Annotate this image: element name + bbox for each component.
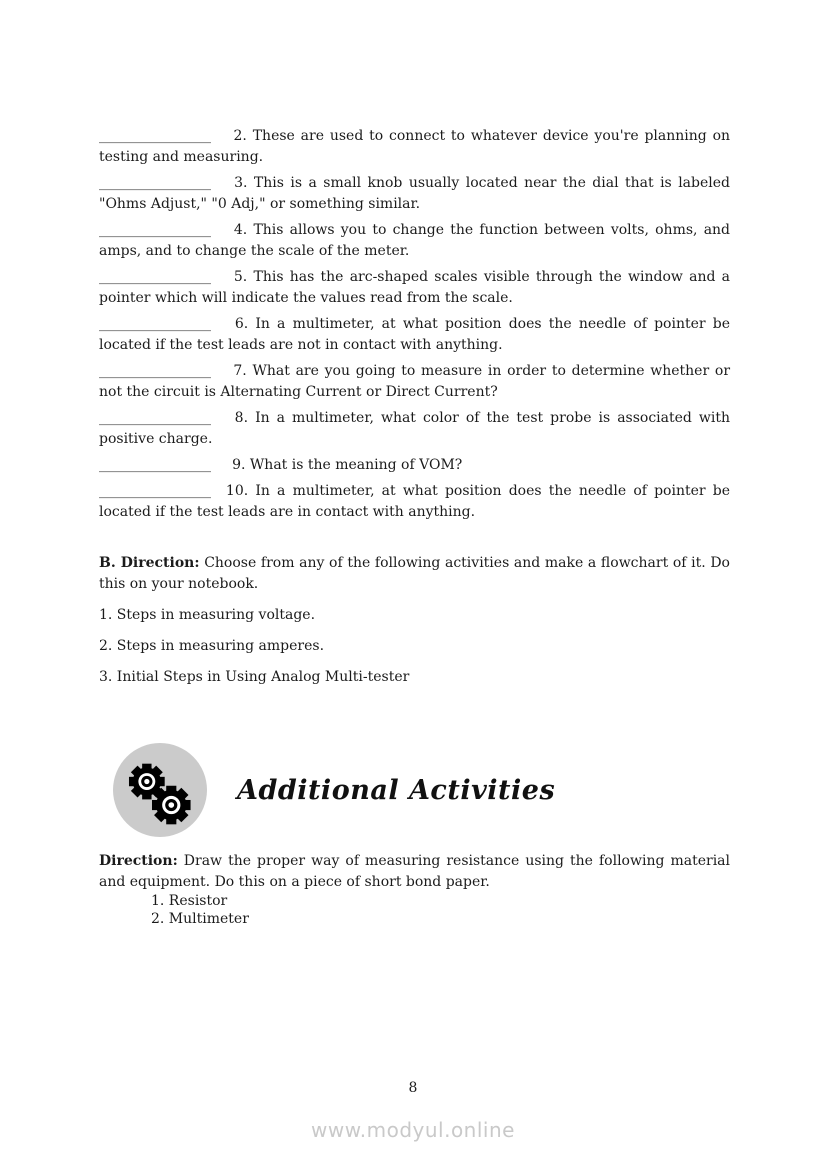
answer-blank: ________________	[99, 128, 211, 144]
question-text: In a multimeter, what color of the test probe is associated with positive charge.	[99, 410, 731, 447]
question-number: 6.	[234, 316, 249, 332]
question-number: 10.	[225, 483, 249, 499]
activity-item: 2. Steps in measuring amperes.	[99, 638, 325, 654]
answer-blank: ________________	[99, 363, 211, 379]
additional-activities-section	[99, 851, 730, 928]
answer-blank: ________________	[99, 175, 211, 191]
question-text: These are used to connect to whatever device you're planning on testing and measuring.	[99, 128, 731, 165]
section-b-label: B. Direction:	[99, 555, 200, 571]
material-item: 1. Resistor	[151, 893, 228, 909]
quiz-item	[99, 173, 730, 215]
question-number: 2.	[233, 128, 247, 144]
question-text: This is a small knob usually located near the dial that is labeled "Ohms Adjust," "0 Adj," or something similar.	[99, 175, 730, 212]
quiz-item	[99, 361, 730, 403]
question-text: In a multimeter, at what position does the needle of pointer be located if the test leads are in contact with anything.	[99, 483, 730, 520]
quiz-section	[99, 126, 730, 523]
direction-text: Draw the proper way of measuring resistance using the following material and equipment. Do this on a piece of short bond paper.	[99, 853, 730, 890]
section-b-direction	[99, 553, 730, 595]
quiz-item	[99, 455, 730, 476]
answer-blank: ________________	[99, 410, 211, 426]
answer-blank: ________________	[99, 483, 211, 499]
material-item: 2. Multimeter	[151, 910, 249, 927]
question-number: 4.	[233, 222, 248, 238]
answer-blank: ________________	[99, 457, 211, 473]
answer-blank: ________________	[99, 316, 211, 332]
watermark: www.modyul.online	[311, 1118, 515, 1142]
question-text: What is the meaning of VOM?	[249, 457, 463, 473]
question-number: 8.	[234, 410, 249, 426]
gears-icon	[113, 743, 207, 837]
additional-activities-header	[99, 743, 730, 837]
activity-item: 1. Steps in measuring voltage.	[99, 607, 316, 623]
question-text: What are you going to measure in order to determine whether or not the circuit is Alternating Current or Direct Current?	[99, 363, 731, 400]
question-number: 9.	[232, 457, 246, 473]
section-b-text: Choose from any of the following activities and make a flowchart of it. Do this on your notebook.	[99, 555, 730, 592]
additional-activities-title: Additional Activities	[237, 774, 556, 806]
quiz-item	[99, 481, 730, 523]
answer-blank: ________________	[99, 269, 211, 285]
materials-list	[151, 893, 730, 928]
answer-blank: ________________	[99, 222, 211, 238]
quiz-item	[99, 408, 730, 450]
question-number: 7.	[233, 363, 247, 379]
activity-item: 3. Initial Steps in Using Analog Multi-tester	[99, 669, 410, 685]
question-number: 5.	[233, 269, 248, 285]
question-text: This allows you to change the function between volts, ohms, and amps, and to change the scale of the meter.	[99, 222, 731, 259]
question-number: 3.	[234, 175, 248, 191]
question-text: This has the arc-shaped scales visible through the window and a pointer which will indicate the values read from the scale.	[99, 269, 731, 306]
quiz-item	[99, 267, 730, 309]
question-text: In a multimeter, at what position does the needle of pointer be located if the test leads are not in contact with anything.	[99, 316, 730, 353]
quiz-item	[99, 314, 730, 356]
additional-direction	[99, 851, 730, 893]
direction-label: Direction:	[99, 853, 178, 869]
quiz-item	[99, 220, 730, 262]
page-number: 8	[408, 1080, 418, 1096]
section-b	[99, 553, 730, 688]
quiz-item	[99, 126, 730, 168]
